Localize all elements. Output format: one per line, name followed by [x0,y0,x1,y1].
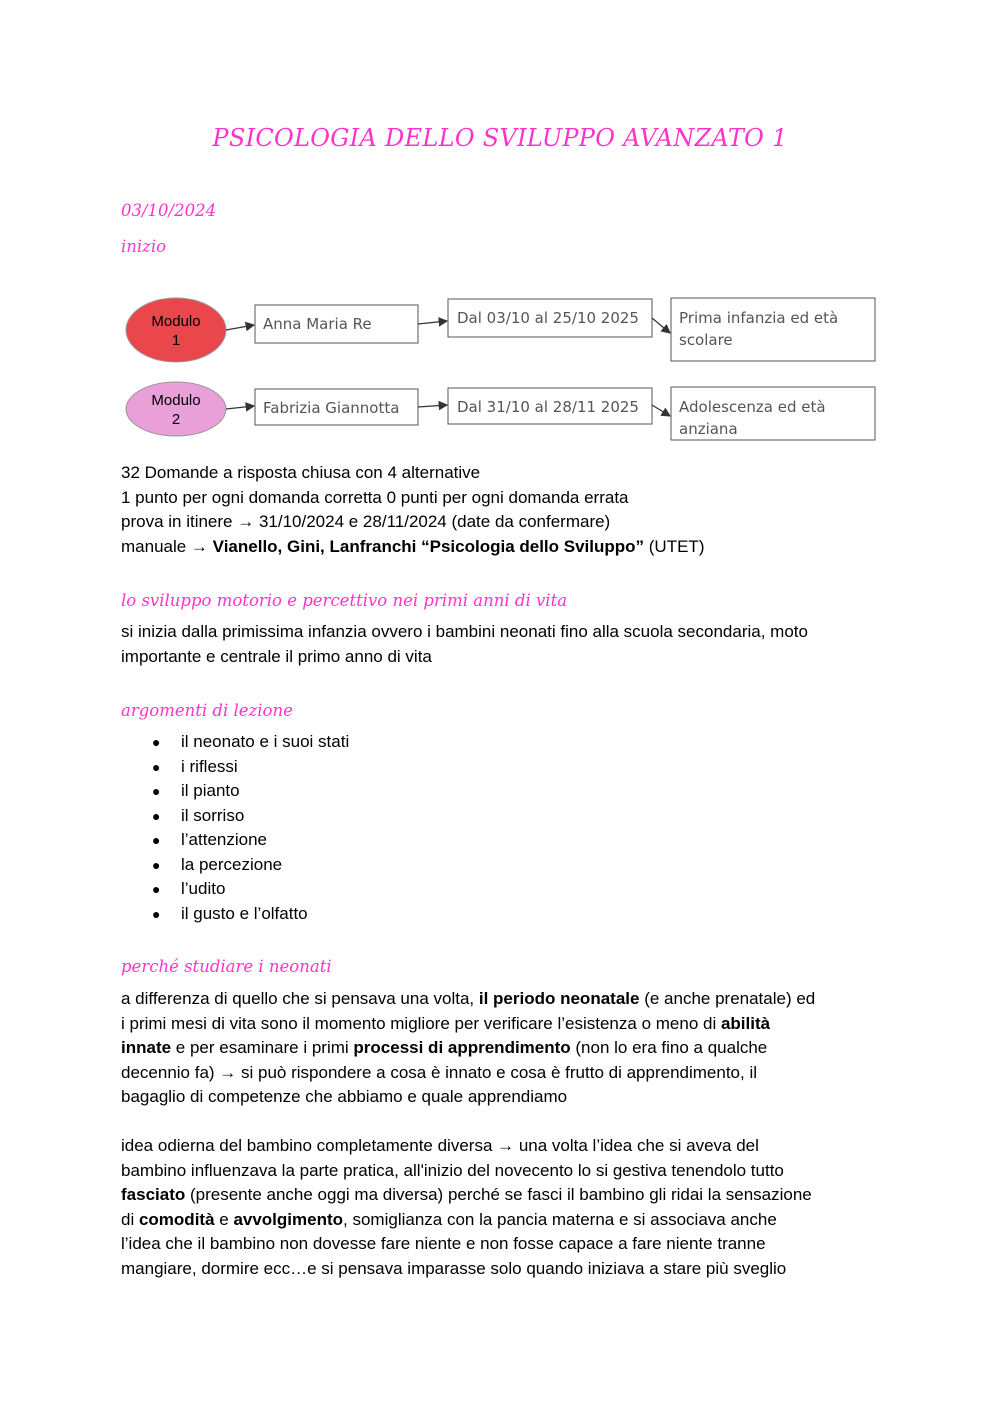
bullet-icon: ● [152,881,161,897]
perche-paragraph-1 [121,987,891,1110]
arrow-1a [226,325,254,330]
exam-info-textbook [121,535,891,560]
list-item-label: l’attenzione [181,830,268,849]
module-2-label-line2: 2 [171,411,181,428]
sviluppo-line-2: importante e centrale il primo anno di vita [121,646,432,666]
module-row-2 [126,382,875,440]
perche-p1-line-3: innate e per esaminare i primi processi di apprendimento (non lo era fino a qualche [121,1038,768,1057]
perche-paragraph-2 [121,1134,891,1281]
topic-2-line2: anziana [679,420,738,438]
textbook-prefix: manuale → [121,536,213,556]
section-heading-perche: perché studiare i neonati [121,957,332,976]
bullet-icon: ● [152,783,161,799]
section-heading-argomenti: argomenti di lezione [121,701,293,720]
list-item [121,877,349,902]
lesson-date: 03/10/2024 [121,201,217,220]
arrow-1b [418,321,447,324]
perche-p2-line-2: bambino influenzava la parte pratica, all'inizio del novecento lo si gestiva tenendolo tutto [121,1160,784,1180]
topic-2-line1: Adolescenza ed età [679,398,826,416]
list-item-label: il sorriso [181,805,245,825]
bullet-icon: ● [152,758,161,775]
exam-info-scoring: 1 punto per ogni domanda corretta 0 punti per ogni domanda errata [121,487,629,507]
arrow-2a [226,406,254,409]
topics-list [121,730,349,926]
list-item [121,730,349,755]
bullet-icon: ● [152,832,161,848]
perche-p2-line-3: fasciato (presente anche oggi ma diversa) perché se fasci il bambino gli ridai la sensazione [121,1185,812,1204]
module-1-ellipse [126,298,226,362]
textbook-publisher: (UTET) [644,536,705,556]
page-title: PSICOLOGIA DELLO SVILUPPO AVANZATO 1 [212,124,788,152]
perche-p1-line-4: decennio fa) → si può rispondere a cosa è innato e cosa è frutto di apprendimento, il [121,1062,757,1082]
topic-1-line2: scolare [679,331,733,349]
module-1-label-line1: Modulo [151,313,201,330]
teacher-2-name: Fabrizia Giannotta [263,399,400,417]
module-1-label-line2: 1 [171,332,181,349]
list-item [121,755,349,780]
perche-p2-line-6: mangiare, dormire ecc…e si pensava imparasse solo quando iniziava a stare più sveglio [121,1258,787,1278]
teacher-1-name: Anna Maria Re [263,315,372,333]
list-item-label: l’udito [181,879,226,898]
topic-1-line1: Prima infanzia ed età [679,309,839,327]
period-1-text: Dal 03/10 al 25/10 2025 [457,309,639,327]
exam-info-questions: 32 Domande a risposta chiusa con 4 alternative [121,463,481,482]
bullet-icon: ● [152,734,161,750]
list-item-label: il neonato e i suoi stati [181,732,350,751]
module-2-label-line1: Modulo [151,392,201,409]
arrow-2c [652,405,670,416]
period-2-text: Dal 31/10 al 28/11 2025 [457,398,639,416]
bullet-icon: ● [152,905,161,922]
list-item-label: la percezione [181,854,283,874]
arrow-1c [652,318,670,333]
module-row-1 [126,298,875,362]
list-item [121,902,349,927]
perche-p2-line-5: l’idea che il bambino non dovesse fare niente e non fosse capace a fare niente tranne [121,1234,766,1253]
perche-p2-line-4: di comodità e avvolgimento, somiglianza con la pancia materna e si associava anche [121,1209,777,1229]
sviluppo-paragraph [121,620,891,669]
list-item [121,853,349,878]
perche-p1-line-2: i primi mesi di vita sono il momento migliore per verificare l’esistenza o meno di abilità [121,1013,771,1033]
textbook-title: Vianello, Gini, Lanfranchi “Psicologia dello Sviluppo” [212,536,645,556]
bullet-icon: ● [152,807,161,824]
perche-p1-line-1: a differenza di quello che si pensava una volta, il periodo neonatale (e anche prenatale) ed [121,989,816,1008]
list-item [121,828,349,853]
list-item [121,804,349,829]
modules-diagram [120,292,890,448]
list-item [121,779,349,804]
perche-p1-line-5: bagaglio di competenze che abbiamo e quale apprendiamo [121,1087,568,1106]
list-item-label: il pianto [181,781,240,800]
section-heading-sviluppo: lo sviluppo motorio e percettivo nei primi anni di vita [121,591,568,610]
list-item-label: i riflessi [181,756,238,776]
section-heading-inizio: inizio [121,237,167,256]
exam-info-dates: prova in itinere → 31/10/2024 e 28/11/2024 (date da confermare) [121,512,611,531]
exam-info [121,461,891,559]
bullet-icon: ● [152,856,161,873]
arrow-2b [418,405,447,407]
sviluppo-line-1: si inizia dalla primissima infanzia ovvero i bambini neonati fino alla scuola secondaria, moto [121,622,808,641]
list-item-label: il gusto e l’olfatto [181,903,308,923]
perche-p2-line-1: idea odierna del bambino completamente diversa → una volta l’idea che si aveva del [121,1136,759,1155]
topic-1-box [671,298,875,361]
